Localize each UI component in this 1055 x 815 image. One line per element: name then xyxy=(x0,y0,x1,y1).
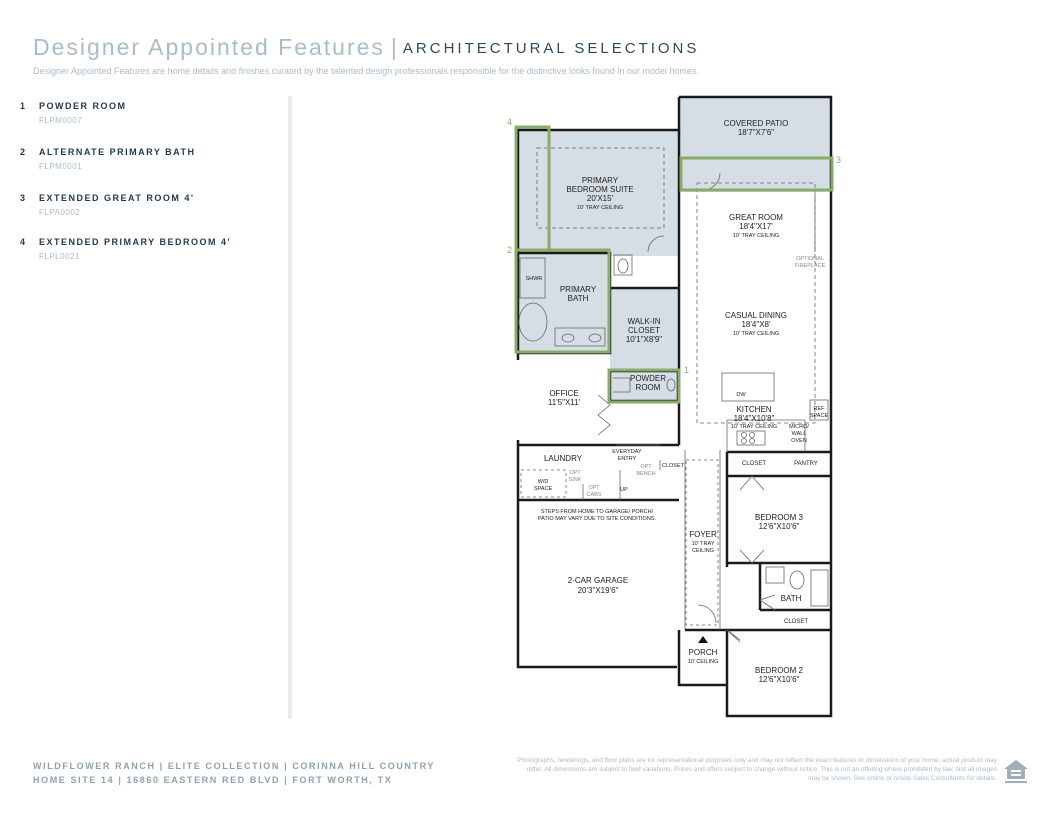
wd-space-label: W/D xyxy=(537,479,549,485)
disclaimer-text: Photographs, renderings, and floor plans are for representational purposes only and may not reflect the exact features or dimensions of your home; actual product may differ. All dimensions are subject to field variations. Prices and offers subject to change without notice. This is not an offering where prohibited by law. Not all images may be shown. See online or onsite Sales Consultants for details. xyxy=(517,757,997,782)
everyday-entry-label: ENTRY xyxy=(617,456,637,462)
garage-note: STEPS FROM HOME TO GARAGE/ PORCH/ xyxy=(540,509,654,515)
ref-space-label: REF xyxy=(813,406,825,412)
feature-name: EXTENDED PRIMARY BEDROOM 4' xyxy=(39,237,232,247)
feature-name: POWDER ROOM xyxy=(39,101,127,111)
feature-number: 2 xyxy=(20,147,26,157)
garage-name: 2-CAR GARAGE xyxy=(567,576,629,585)
powder-room-name: POWDER xyxy=(630,374,666,383)
kitchen-note: 10' TRAY CEILING xyxy=(730,424,778,430)
bedroom3-name: BEDROOM 3 xyxy=(754,513,804,522)
kitchen-closet-label: CLOSET xyxy=(741,461,767,467)
primary-bedroom-note: 10' TRAY CEILING xyxy=(576,205,624,211)
covered-patio-name: COVERED PATIO xyxy=(723,119,789,128)
micro-oven-label: OVEN xyxy=(791,438,807,444)
floor-plan xyxy=(500,90,845,725)
page-subtitle-label: ARCHITECTURAL SELECTIONS xyxy=(402,40,700,57)
ref-space-label: SPACE xyxy=(809,413,829,419)
bedroom3-dim: 12'6"X10'6" xyxy=(758,522,800,531)
kitchen-dim: 18'4"X10'8" xyxy=(733,414,775,423)
fireplace-label: FIREPLACE xyxy=(794,263,826,269)
great-room-note: 10' TRAY CEILING xyxy=(732,233,780,239)
great-room-dim: 18'4"X17' xyxy=(739,222,773,231)
foyer-note: 10' TRAY xyxy=(691,541,715,547)
foyer-note: CEILING xyxy=(691,548,715,554)
foyer-name: FOYER xyxy=(689,530,717,539)
feature-code: FLPM0001 xyxy=(39,162,83,171)
page-description: Designer Appointed Features are home details and finishes curated by the talented design professionals responsible for the distinctive looks found in our model homes. xyxy=(33,66,699,76)
page-title: Designer Appointed Features xyxy=(33,34,385,60)
opt-sink-label: SINK xyxy=(568,477,582,483)
feature-number: 4 xyxy=(20,237,26,247)
feature-name: ALTERNATE PRIMARY BATH xyxy=(39,147,196,157)
feature-code: FLPA0002 xyxy=(39,208,81,217)
micro-oven-label: WALL xyxy=(791,431,807,437)
page-header xyxy=(33,34,699,61)
opt-cabs-label: OPT xyxy=(588,485,600,491)
primary-bedroom-name: PRIMARY xyxy=(581,176,619,185)
marker-4: 4 xyxy=(507,117,513,127)
feature-name: EXTENDED GREAT ROOM 4' xyxy=(39,193,195,203)
feature-number: 1 xyxy=(20,101,26,111)
office-name: OFFICE xyxy=(549,389,579,398)
office-dim: 11'5"X11' xyxy=(547,398,581,407)
footer-homesite: HOME SITE 14 | 16860 EASTERN RED BLVD | FORT WORTH, TX xyxy=(33,775,393,785)
footer-address xyxy=(33,759,435,787)
fireplace-label: OPTIONAL xyxy=(796,256,824,262)
primary-bath-name: PRIMARY xyxy=(559,285,597,294)
laundry-name: LAUNDRY xyxy=(543,454,583,463)
divider xyxy=(288,96,292,719)
opt-sink-label: OPT xyxy=(569,470,581,476)
pantry-label: PANTRY xyxy=(794,461,818,467)
walk-in-closet-dim: 10'1"X8'9" xyxy=(625,335,663,344)
bath-name: BATH xyxy=(780,594,802,603)
marker-1: 1 xyxy=(684,365,690,375)
casual-dining-dim: 18'4"X8' xyxy=(741,320,771,329)
primary-bath-name: BATH xyxy=(567,294,589,303)
opt-cabs-label: CABS xyxy=(586,492,602,498)
garage-dim: 20'3"X19'6" xyxy=(577,586,619,595)
equal-housing-opportunity-icon xyxy=(1002,758,1030,784)
covered-patio-dim: 18'7"X7'6" xyxy=(737,128,775,137)
walk-in-closet-name: WALK-IN xyxy=(627,317,661,326)
entry-arrow-icon xyxy=(698,636,708,643)
entry-closet-label: CLOSET xyxy=(661,463,685,469)
kitchen-name: KITCHEN xyxy=(736,405,772,414)
primary-bedroom-dim: 20'X15' xyxy=(586,194,614,203)
casual-dining-name: CASUAL DINING xyxy=(725,311,787,320)
porch-name: PORCH xyxy=(688,648,718,657)
shower-label: SHWR xyxy=(525,276,543,282)
footer-community: WILDFLOWER RANCH | ELITE COLLECTION | CORINNA HILL COUNTRY xyxy=(33,761,435,771)
feature-code: FLPM0007 xyxy=(39,116,83,125)
opt-bench-label: BENCH xyxy=(636,471,656,477)
bedroom2-dim: 12'6"X10'6" xyxy=(758,675,800,684)
porch-note: 10' CEILING xyxy=(687,659,719,665)
wd-space-label: SPACE xyxy=(533,486,553,492)
stairs-up-label: UP xyxy=(620,487,628,493)
great-room-name: GREAT ROOM xyxy=(729,213,783,222)
bath-closet-label: CLOSET xyxy=(783,619,809,625)
powder-room-name: ROOM xyxy=(635,383,661,392)
everyday-entry-label: EVERYDAY xyxy=(612,449,642,455)
walk-in-closet-name: CLOSET xyxy=(627,326,661,335)
feature-code: FLPL0021 xyxy=(39,252,80,261)
bedroom2-name: BEDROOM 2 xyxy=(754,666,804,675)
micro-oven-label: MICRO/ xyxy=(789,424,809,430)
marker-3: 3 xyxy=(836,155,842,165)
primary-bedroom-name: BEDROOM SUITE xyxy=(566,185,634,194)
feature-number: 3 xyxy=(20,193,26,203)
casual-dining-note: 10' TRAY CEILING xyxy=(732,331,780,337)
marker-2: 2 xyxy=(507,245,513,255)
title-separator: | xyxy=(390,34,397,60)
garage-note: PATIO MAY VARY DUE TO SITE CONDITIONS. xyxy=(538,516,656,522)
dishwasher-label: DW xyxy=(736,392,746,398)
opt-bench-label: OPT xyxy=(640,464,652,470)
